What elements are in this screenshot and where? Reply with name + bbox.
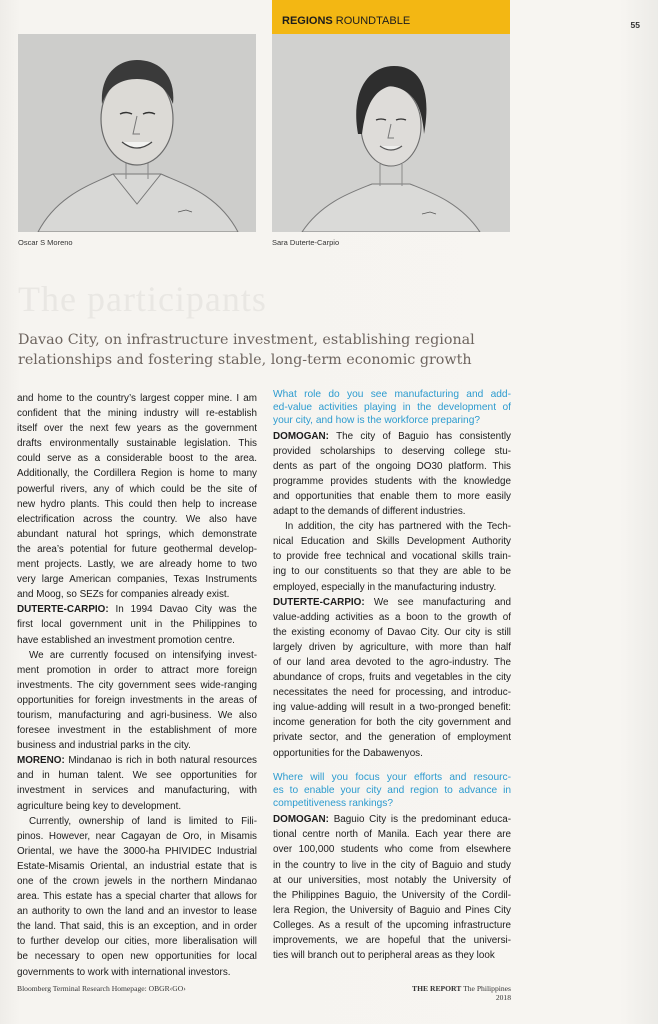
text-line — [17, 934, 257, 949]
line-text: Where will you focus your efforts and resourc- — [273, 771, 511, 783]
line-text: itself over the next few years as the government — [17, 423, 257, 435]
line-text: lera Region, the University of Baguio and Pines City — [273, 904, 511, 916]
line-text: dents as part of the ongoing DO30 platform. This — [273, 460, 511, 472]
headline-line: Davao City, on infrastructure investment, establishing regional — [18, 332, 475, 348]
line-text: adapt to the demands of different industries. — [273, 506, 466, 518]
text-line — [273, 504, 511, 519]
text-line — [17, 391, 257, 406]
line-text: In 1994 Davao City was the — [115, 604, 257, 616]
line-text: competitiveness rankings? — [273, 798, 394, 810]
interview-paragraph — [17, 391, 257, 602]
line-text: investments. The city government sees wide-ranging — [17, 679, 257, 691]
text-line — [273, 715, 511, 730]
text-line — [17, 512, 257, 527]
text-line — [17, 633, 257, 648]
interview-paragraph — [273, 519, 511, 594]
text-line — [273, 903, 511, 918]
text-line — [17, 602, 257, 617]
text-line — [273, 414, 511, 427]
text-line — [17, 904, 257, 919]
line-text: Baguio City is the predominant educa- — [333, 814, 512, 826]
text-line — [273, 595, 511, 610]
text-line — [17, 648, 257, 663]
text-line — [273, 489, 511, 504]
line-text: es to enable your city and region to advance in — [273, 784, 511, 796]
line-text: Estate-Misamis Oriental, an industrial estate that is — [17, 860, 257, 872]
text-line — [17, 497, 257, 512]
speaker-name: DUTERTE-CARPIO: — [17, 604, 109, 616]
line-text: first local government unit in the Philippines to — [17, 619, 257, 631]
speaker-name: MORENO: — [17, 755, 65, 767]
text-line — [273, 784, 511, 797]
text-line — [17, 829, 257, 844]
headline-line: relationships and fostering stable, long-term economic growth — [18, 352, 472, 368]
portrait-sketch-moreno — [18, 34, 256, 232]
line-text: Additionally, the Cordillera Region is home to many — [17, 468, 257, 480]
text-line — [17, 542, 257, 557]
speaker-name: DOMOGAN: — [273, 814, 329, 826]
text-line — [273, 858, 511, 873]
line-text: abundant natural hot springs, which demonstrate — [17, 528, 257, 540]
text-line — [17, 451, 257, 466]
text-line — [273, 474, 511, 489]
line-text: area. This estate has a special charter that allows for — [17, 891, 257, 903]
text-line — [17, 859, 257, 874]
footer-publication — [397, 984, 511, 1002]
text-line — [17, 557, 257, 572]
line-text: Mindanao is rich in both natural resources — [68, 755, 257, 767]
footer-bloomberg: Bloomberg Terminal Research Homepage: OBGR‹GO› — [17, 984, 186, 993]
interview-question — [273, 388, 511, 428]
interview-question — [273, 771, 511, 811]
text-line — [273, 459, 511, 474]
text-line — [273, 873, 511, 888]
text-line — [17, 949, 257, 964]
text-line — [17, 783, 257, 798]
text-line — [17, 814, 257, 829]
line-text: the land. That said, this is an exception, and in order — [17, 921, 257, 933]
text-line — [17, 617, 257, 632]
line-text: ties will branch out to peripheral areas as they look — [273, 950, 495, 962]
page-number: 55 — [630, 20, 640, 30]
line-text: agriculture being key to development. — [17, 800, 182, 812]
text-line — [273, 812, 511, 827]
line-text: abundance of crops, fruits and vegetables in the city — [273, 672, 511, 684]
text-line — [17, 889, 257, 904]
line-text: over 100,000 students who come from elsewhere — [273, 844, 511, 856]
footer-report-name: THE REPORT — [412, 984, 462, 993]
article-headline — [18, 330, 638, 370]
text-line — [17, 693, 257, 708]
line-text: powerful rivers, any of which could be the site of — [17, 483, 257, 495]
line-text: investment in services and manufacturing, with — [17, 785, 257, 797]
text-line — [273, 771, 511, 784]
text-line — [17, 527, 257, 542]
line-text: to provide free technical and vocational skills train- — [273, 551, 511, 563]
text-line — [17, 723, 257, 738]
line-text: drafts environmentally sustainable legislation. This — [17, 438, 257, 450]
speaker-name: DOMOGAN: — [273, 430, 329, 442]
interview-paragraph — [17, 602, 257, 647]
text-line — [17, 874, 257, 889]
text-line — [273, 519, 511, 534]
text-line — [17, 799, 257, 814]
line-text: Oriental, we have the 3000-ha PHIVIDEC Industrial — [17, 845, 257, 857]
line-text: ment promotion in order to attract more foreign — [17, 664, 257, 676]
text-line — [273, 797, 511, 810]
text-line — [17, 663, 257, 678]
portrait-duterte-carpio — [272, 34, 510, 232]
line-text: opportunities for the Dabawenyos. — [273, 747, 423, 759]
text-line — [17, 919, 257, 934]
text-line — [17, 587, 257, 602]
text-line — [273, 444, 511, 459]
line-text: ed-value activities playing in the development of — [273, 402, 511, 414]
text-line — [273, 564, 511, 579]
line-text: new hydro plants. This could then help to increase — [17, 498, 257, 510]
line-text: and opportunities that enable them to more easily — [273, 490, 511, 502]
line-text: one of the crown jewels in the northern Mindanao — [17, 876, 257, 887]
line-text: in the country to live in the city of Baguio and study — [273, 859, 511, 871]
line-text: Currently, ownership of land is limited to Fili- — [29, 815, 257, 827]
portrait-caption-duterte-carpio: Sara Duterte-Carpio — [272, 238, 340, 247]
text-line — [273, 640, 511, 655]
text-line — [273, 549, 511, 564]
line-text: and home to the country’s largest copper mine. I am — [17, 393, 257, 404]
line-text: ing to our constituents so that they are able to be — [273, 566, 511, 578]
line-text: We see manufacturing and — [373, 596, 512, 608]
text-line — [273, 700, 511, 715]
line-text: at our universities, most notably the University of — [273, 874, 511, 886]
line-text: necessitates the need for processing, and introduc- — [273, 687, 511, 699]
text-line — [273, 670, 511, 685]
line-text: be necessary to open new opportunities for local — [17, 951, 257, 963]
text-line — [273, 388, 511, 401]
left-column — [17, 391, 257, 980]
line-text: could serve as a considerable boost to the area. — [17, 453, 257, 465]
portrait-sketch-duterte-carpio — [272, 34, 510, 232]
line-text: nical Education and Skills Development Authority — [273, 536, 511, 548]
text-line — [273, 580, 511, 595]
text-line — [273, 746, 511, 761]
line-text: The city of Baguio has consistently — [336, 430, 511, 442]
text-line — [273, 429, 511, 444]
line-text: pinos. However, near Cagayan de Oro, in Misamis — [17, 830, 257, 842]
line-text: electrification across the country. We also have — [17, 513, 257, 525]
line-text: private sector, and the generation of employment — [273, 732, 511, 744]
text-line — [273, 655, 511, 670]
text-line — [273, 610, 511, 625]
text-line — [17, 844, 257, 859]
line-text: have established an investment promotion centre. — [17, 634, 235, 646]
line-text: confident that the mining industry will re-establish — [17, 408, 257, 420]
interview-paragraph — [273, 595, 511, 761]
text-line — [17, 436, 257, 451]
portrait-caption-moreno: Oscar S Moreno — [18, 238, 73, 247]
text-line — [17, 965, 257, 980]
interview-paragraph — [17, 648, 257, 754]
text-line — [17, 678, 257, 693]
line-text: the Philippines Baguio, the University of the Cordil- — [273, 889, 511, 901]
line-text: and in human talent. We see opportunities for — [17, 770, 257, 782]
line-text: improvements, we are hopeful that the universi- — [273, 935, 511, 947]
line-text: ment projects. Lastly, we are already home to two — [17, 559, 257, 571]
line-text: and Moog, so SEZs for companies already exist. — [17, 589, 230, 601]
section-tab — [272, 0, 510, 34]
text-line — [273, 827, 511, 842]
line-text: business and industrial parks in the city. — [17, 740, 191, 752]
line-text: of our land area devoted to the agro-industry. The — [273, 657, 511, 669]
line-text: the existing economy of Davao City. Our city is still — [273, 626, 511, 638]
line-text: foresee investment in the establishment of more — [17, 725, 257, 737]
line-text: value-adding activities as a boon to the growth of — [273, 611, 511, 623]
text-line — [273, 948, 511, 963]
line-text: tourism, manufacturing and agri-business. We also — [17, 709, 257, 721]
line-text: programme provides students with the knowledge — [273, 475, 511, 487]
watermark-title: The participants — [18, 279, 267, 319]
text-line — [273, 730, 511, 745]
portrait-moreno — [18, 34, 256, 232]
text-line — [17, 421, 257, 436]
line-text: to further develop our cities, more liberalisation will — [17, 936, 257, 948]
line-text: governments to work with international investors. — [17, 966, 231, 978]
text-line — [17, 466, 257, 481]
interview-paragraph — [273, 429, 511, 520]
text-line — [17, 708, 257, 723]
text-line — [17, 482, 257, 497]
text-line — [273, 625, 511, 640]
section-name: REGIONS — [282, 15, 333, 27]
line-text: provided scholarships to deserving college stu- — [273, 445, 511, 457]
line-text: income generation for both the city government and — [273, 717, 511, 729]
interview-paragraph — [273, 812, 511, 963]
interview-paragraph — [17, 814, 257, 980]
text-line — [273, 842, 511, 857]
line-text: your city, and how is the workforce preparing? — [273, 415, 481, 427]
right-column — [273, 391, 511, 963]
line-text: employed, especially in the manufacturing industry. — [273, 581, 497, 593]
interview-paragraph — [17, 753, 257, 813]
line-text: largely driven by agriculture, with more than half — [273, 641, 511, 653]
line-text: We are currently focused on intensifying invest- — [29, 649, 257, 661]
text-line — [17, 406, 257, 421]
line-text: Colleges. As a result of the upcoming infrastructure — [273, 919, 511, 931]
text-line — [17, 572, 257, 587]
footer-report-edition: The Philippines 2018 — [463, 984, 511, 1002]
line-text: tional centre north of Manila. Each year there are — [273, 829, 511, 841]
line-text: opportunities for foreign investments in the areas of — [17, 694, 257, 706]
line-text: What role do you see manufacturing and add- — [273, 389, 511, 400]
text-line — [17, 738, 257, 753]
line-text: the area’s potential for future geothermal develop- — [17, 543, 257, 555]
text-line — [273, 534, 511, 549]
text-line — [17, 753, 257, 768]
text-line — [273, 401, 511, 414]
line-text: In addition, the city has partnered with the Tech- — [285, 521, 511, 533]
text-line — [273, 918, 511, 933]
speaker-name: DUTERTE-CARPIO: — [273, 596, 365, 608]
text-line — [273, 888, 511, 903]
line-text: an authority to own the land and an investor to lease — [17, 906, 257, 918]
line-text: very large American companies, Texas Instruments — [17, 574, 257, 586]
section-subname: ROUNDTABLE — [335, 15, 411, 27]
text-line — [273, 685, 511, 700]
text-line — [273, 933, 511, 948]
line-text: ing value-adding will result in a two-pronged benefit: — [273, 702, 511, 714]
text-line — [17, 768, 257, 783]
